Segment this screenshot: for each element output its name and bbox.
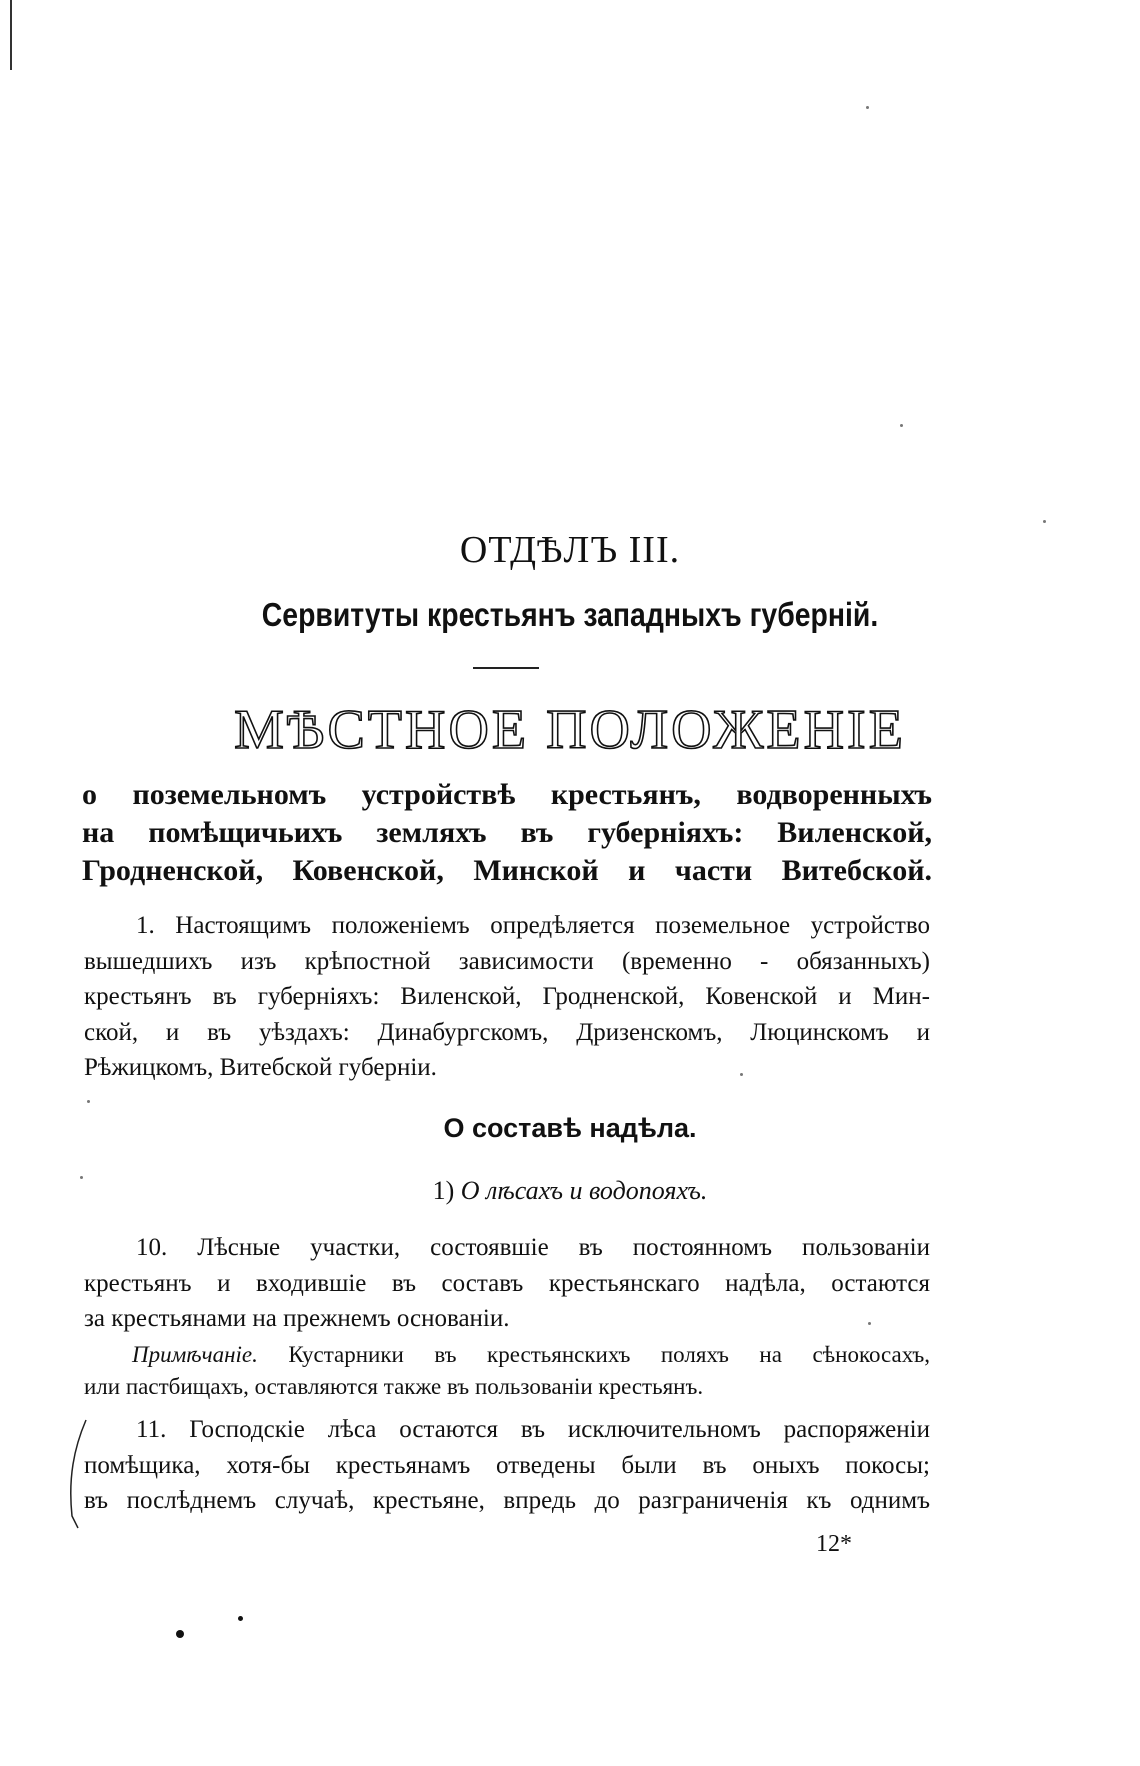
subsection-item-number: 1) (432, 1176, 455, 1205)
heading-desc-line: Гродненской, Ковенской, Минской и части Витебской. (82, 854, 932, 887)
paper-speck (866, 106, 869, 109)
subsection-title: О составѣ надѣла. (443, 1113, 697, 1143)
article-10-line: крестьянъ и входившіе въ составъ крестьянскаго надѣла, остаются (84, 1269, 930, 1297)
heading-desc-line: о поземельномъ устройствѣ крестьянъ, водворенныхъ (82, 778, 932, 811)
paper-speck (1043, 520, 1046, 523)
page-number: 12* (816, 1531, 852, 1557)
main-heading: МѢСТНОЕ ПОЛОЖЕНІЕ (234, 699, 906, 761)
article-11 (84, 1412, 930, 1519)
article-1-line: вышедшихъ изъ крѣпостной зависимости (временно - обязанныхъ) (84, 947, 930, 975)
article-10-line: за крестьянами на прежнемъ основаніи. (84, 1305, 510, 1332)
ink-dot (238, 1616, 243, 1621)
article-10-line: 10. Лѣсные участки, состоявшіе въ постоянномъ пользованіи (136, 1234, 930, 1261)
article-10 (84, 1230, 930, 1337)
article-11-line: помѣщика, хотя-бы крестьянамъ отведены были въ оныхъ покосы; (84, 1451, 930, 1479)
article-1-line: Рѣжицкомъ, Витебской губерніи. (84, 1054, 437, 1081)
paper-speck (87, 1100, 90, 1103)
note-text: Кустарники въ крестьянскихъ поляхъ на сѣнокосахъ, (288, 1342, 931, 1367)
note-line: или пастбищахъ, оставляются также въ пользованіи крестьянъ. (84, 1374, 704, 1399)
subsection-item-heading (0, 1176, 1140, 1206)
subsection-item-title: О лѣсахъ и водопояхъ. (460, 1176, 708, 1205)
note-line (84, 1339, 930, 1371)
paper-speck (900, 424, 903, 427)
ink-dot (176, 1630, 184, 1638)
section-title: ОТДѢЛЪ III. (459, 529, 681, 571)
heading-desc-line: на помѣщичьихъ земляхъ въ губерніяхъ: Виленской, (82, 816, 932, 849)
article-1 (84, 908, 930, 1086)
section-subtitle: Сервитуты крестьянъ западныхъ губерній. (261, 596, 879, 633)
heading-rule (473, 667, 539, 669)
article-11-line: въ послѣднемъ случаѣ, крестьяне, впредь до разграниченія къ однимъ (84, 1487, 930, 1514)
article-1-line: ской, и въ уѣздахъ: Динабургскомъ, Дризенскомъ, Люцинскомъ и (84, 1018, 930, 1046)
article-11-line: 11. Господскіе лѣса остаются въ исключительномъ распоряженіи (136, 1416, 930, 1443)
article-1-line: крестьянъ въ губерніяхъ: Виленской, Гродненской, Ковенской и Мин- (84, 983, 930, 1010)
heading-description (82, 776, 932, 890)
binding-edge-line (10, 0, 12, 70)
note-block (84, 1339, 930, 1403)
note-label: Примѣчаніе. (132, 1342, 258, 1367)
article-1-line: 1. Настоящимъ положеніемъ опредѣляется поземельное устройство (136, 912, 930, 939)
